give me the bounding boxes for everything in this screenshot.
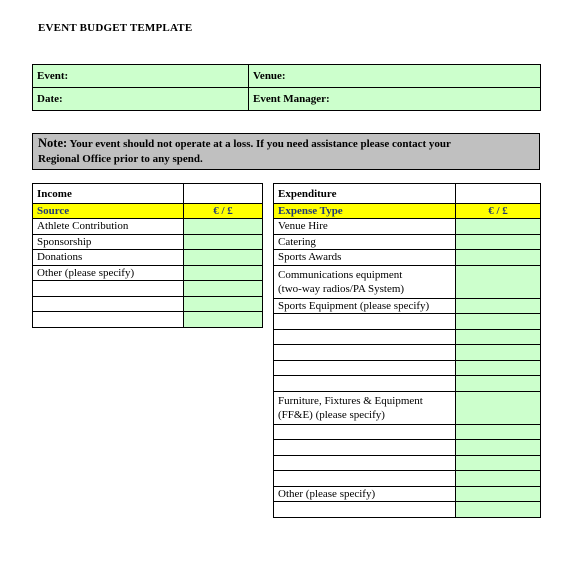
note-line2: Regional Office prior to any spend. bbox=[38, 153, 203, 165]
expense-amount-cell[interactable] bbox=[456, 391, 541, 424]
event-info-table bbox=[32, 64, 541, 111]
expenditure-heading: Expenditure bbox=[274, 184, 456, 204]
event-manager-field[interactable] bbox=[249, 88, 541, 111]
income-heading: Income bbox=[33, 184, 184, 204]
event-manager-label: Event Manager: bbox=[253, 93, 330, 105]
expenditure-col-amount: € / £ bbox=[456, 204, 541, 219]
income-amount-cell[interactable] bbox=[184, 265, 263, 281]
income-source-cell: Donations bbox=[33, 250, 184, 266]
income-source-cell[interactable] bbox=[33, 296, 184, 312]
expense-type-cell[interactable] bbox=[274, 471, 456, 487]
expense-type-cell: Sports Awards bbox=[274, 250, 456, 266]
expense-type-cell: Sports Equipment (please specify) bbox=[274, 298, 456, 314]
income-col-source: Source bbox=[33, 204, 184, 219]
expense-type-cell[interactable] bbox=[274, 314, 456, 330]
venue-field[interactable] bbox=[249, 65, 541, 88]
expense-type-cell[interactable] bbox=[274, 440, 456, 456]
expense-amount-cell[interactable] bbox=[456, 440, 541, 456]
expense-type-cell bbox=[274, 391, 456, 424]
income-table bbox=[32, 183, 263, 328]
expense-amount-cell[interactable] bbox=[456, 376, 541, 392]
expense-amount-cell[interactable] bbox=[456, 424, 541, 440]
event-label: Event: bbox=[37, 70, 69, 82]
note-box bbox=[32, 133, 540, 170]
expense-amount-cell[interactable] bbox=[456, 250, 541, 266]
expense-amount-cell[interactable] bbox=[456, 455, 541, 471]
income-source-cell: Other (please specify) bbox=[33, 265, 184, 281]
document-title: EVENT BUDGET TEMPLATE bbox=[38, 22, 193, 34]
expense-amount-cell[interactable] bbox=[456, 345, 541, 361]
expense-ffe-line2: (FF&E) (please specify) bbox=[278, 408, 385, 421]
expense-type-cell[interactable] bbox=[274, 360, 456, 376]
expense-amount-cell[interactable] bbox=[456, 329, 541, 345]
expense-amount-cell[interactable] bbox=[456, 314, 541, 330]
note-line1: Your event should not operate at a loss. If you need assistance please contact your bbox=[67, 138, 451, 150]
expense-type-cell: Other (please specify) bbox=[274, 486, 456, 502]
expense-amount-cell[interactable] bbox=[456, 486, 541, 502]
expense-type-cell: Venue Hire bbox=[274, 219, 456, 235]
expense-amount-cell[interactable] bbox=[456, 502, 541, 518]
expense-comm-line1: Communications equipment bbox=[278, 268, 403, 281]
date-field[interactable] bbox=[33, 88, 249, 111]
expense-type-cell: Catering bbox=[274, 234, 456, 250]
expense-type-cell[interactable] bbox=[274, 345, 456, 361]
expense-amount-cell[interactable] bbox=[456, 298, 541, 314]
income-source-cell: Athlete Contribution bbox=[33, 219, 184, 235]
expenditure-heading-blank bbox=[456, 184, 541, 204]
income-source-cell: Sponsorship bbox=[33, 234, 184, 250]
expenditure-table bbox=[273, 183, 541, 518]
expense-amount-cell[interactable] bbox=[456, 265, 541, 298]
income-source-cell[interactable] bbox=[33, 281, 184, 297]
expenditure-col-type: Expense Type bbox=[274, 204, 456, 219]
income-amount-cell[interactable] bbox=[184, 234, 263, 250]
expense-type-cell[interactable] bbox=[274, 424, 456, 440]
income-amount-cell[interactable] bbox=[184, 281, 263, 297]
expense-type-cell[interactable] bbox=[274, 329, 456, 345]
expense-amount-cell[interactable] bbox=[456, 219, 541, 235]
expense-amount-cell[interactable] bbox=[456, 360, 541, 376]
income-amount-cell[interactable] bbox=[184, 312, 263, 328]
expense-type-cell[interactable] bbox=[274, 455, 456, 471]
event-field[interactable] bbox=[33, 65, 249, 88]
income-source-cell[interactable] bbox=[33, 312, 184, 328]
income-amount-cell[interactable] bbox=[184, 250, 263, 266]
expense-type-cell[interactable] bbox=[274, 502, 456, 518]
expense-amount-cell[interactable] bbox=[456, 471, 541, 487]
income-amount-cell[interactable] bbox=[184, 219, 263, 235]
income-amount-cell[interactable] bbox=[184, 296, 263, 312]
expense-ffe-line1: Furniture, Fixtures & Equipment bbox=[278, 394, 423, 407]
date-label: Date: bbox=[37, 93, 63, 105]
expense-comm-line2: (two-way radios/PA System) bbox=[278, 282, 405, 295]
income-col-amount: € / £ bbox=[184, 204, 263, 219]
note-lead: Note: bbox=[38, 136, 68, 150]
expense-type-cell[interactable] bbox=[274, 376, 456, 392]
expense-amount-cell[interactable] bbox=[456, 234, 541, 250]
venue-label: Venue: bbox=[253, 70, 286, 82]
expense-type-cell bbox=[274, 265, 456, 298]
income-heading-blank bbox=[184, 184, 263, 204]
